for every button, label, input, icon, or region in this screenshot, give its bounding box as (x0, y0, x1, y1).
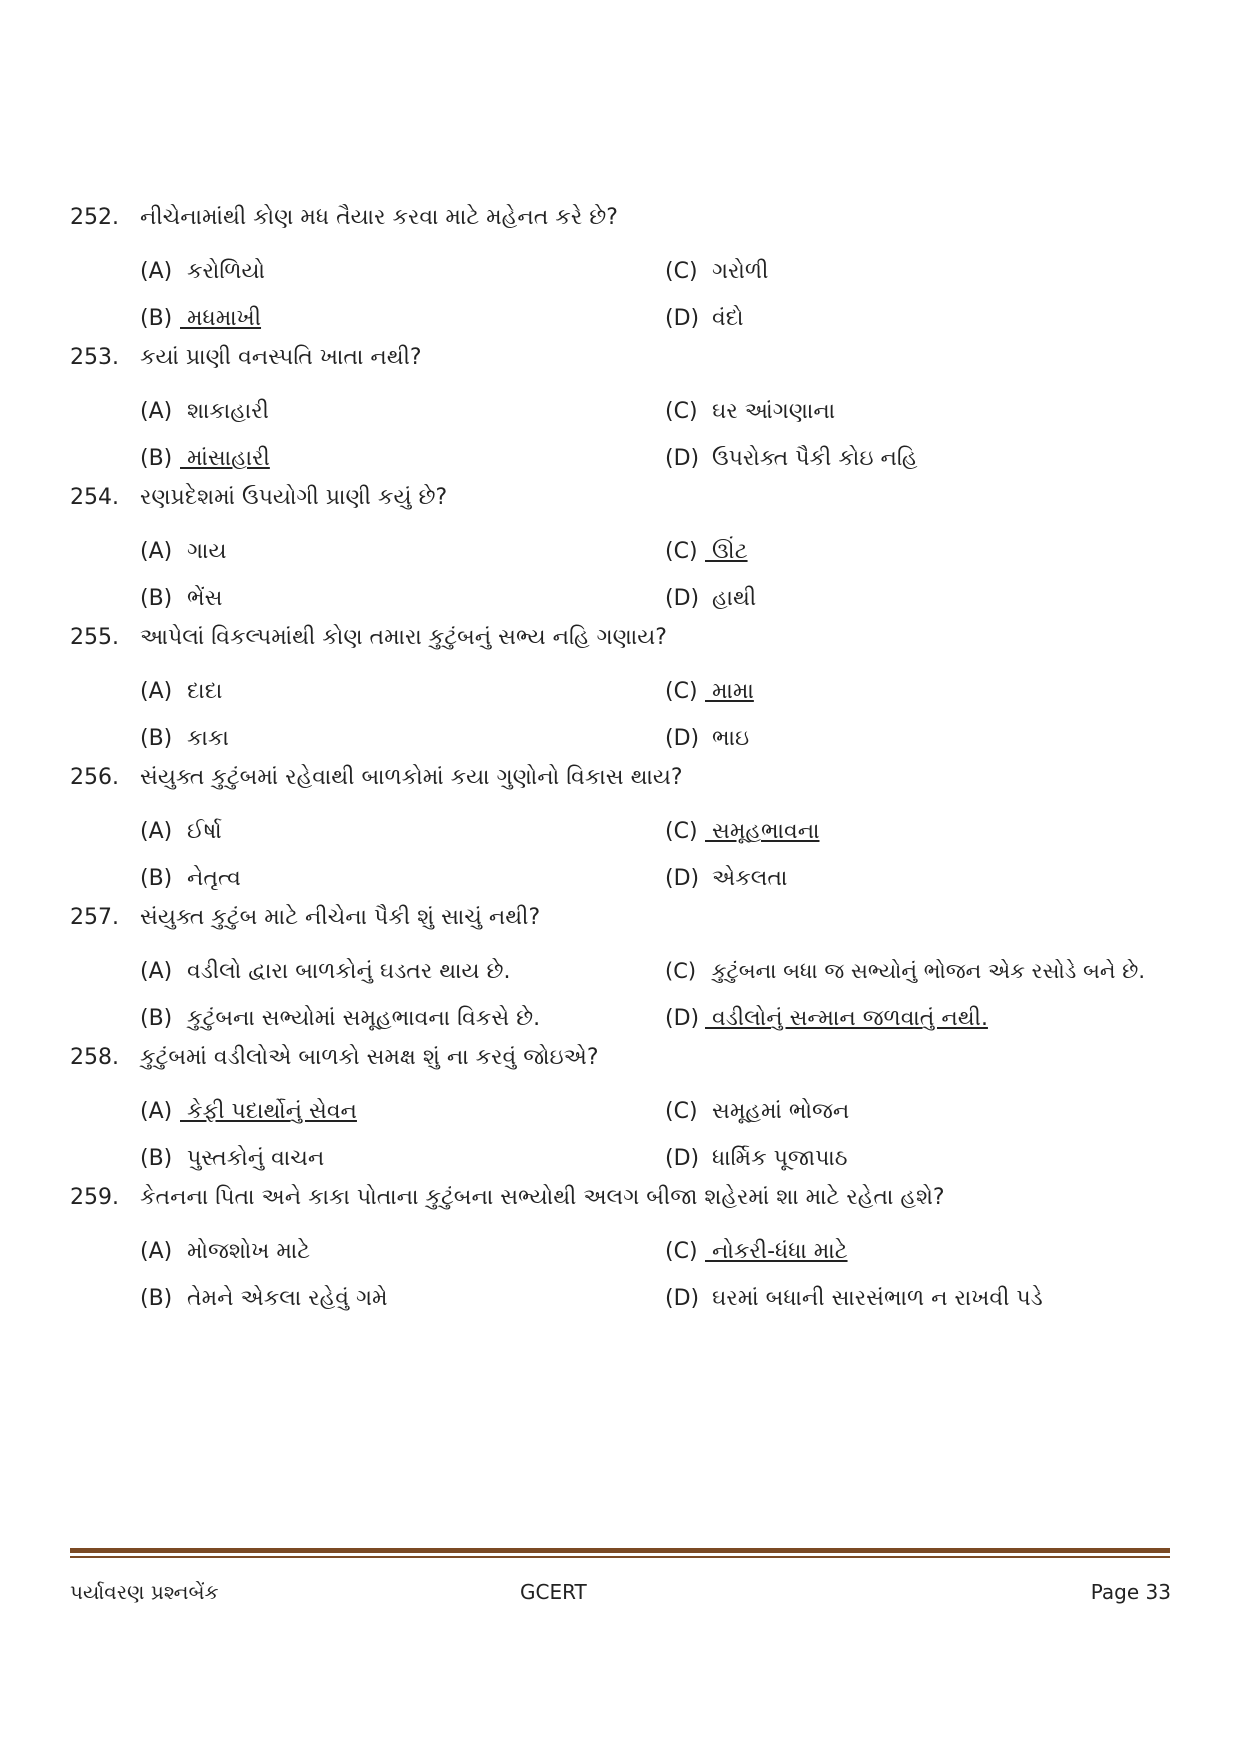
option-a: (A) ઈર્ષા (140, 819, 222, 844)
footer-rule (70, 1548, 1170, 1553)
option-c-correct: (C) સમૂહભાવના (665, 819, 820, 844)
question-text: આપેલાં વિકલ્પમાંથી કોણ તમારા કુટુંબનું સભ્ય નહિ ગણાય? (140, 625, 667, 650)
option-b: (B) ભેંસ (140, 586, 223, 611)
option-a: (A) શાકાહારી (140, 399, 269, 424)
option-d: (D) ભાઇ (665, 726, 750, 751)
question-number: 257. (70, 905, 119, 930)
question-text: કયાં પ્રાણી વનસ્પતિ ખાતા નથી? (140, 345, 422, 370)
option-d-correct: (D) વડીલોનું સન્માન જળવાતું નથી. (665, 1006, 988, 1031)
option-c: (C) સમૂહમાં ભોજન (665, 1099, 850, 1124)
option-d: (D) ધાર્મિક પૂજાપાઠ (665, 1146, 848, 1171)
option-a: (A) દાદા (140, 679, 223, 704)
option-d: (D) હાથી (665, 586, 757, 611)
option-c: (C) ગરોળી (665, 259, 769, 284)
footer-publisher: GCERT (520, 1580, 587, 1604)
question-number: 253. (70, 345, 119, 370)
option-b-correct: (B) માંસાહારી (140, 446, 270, 471)
question-text: સંયુક્ત કુટુંબમાં રહેવાથી બાળકોમાં કયા ગુણોનો વિકાસ થાય? (140, 765, 683, 790)
question-text: રણપ્રદેશમાં ઉપયોગી પ્રાણી કયું છે? (140, 485, 448, 510)
footer-book-title: પર્યાવરણ પ્રશ્નબેંક (70, 1580, 219, 1604)
option-d: (D) એકલતા (665, 866, 788, 891)
option-d: (D) વંદો (665, 306, 744, 331)
option-b: (B) નેતૃત્વ (140, 866, 241, 891)
question-number: 256. (70, 765, 119, 790)
option-d: (D) ઘરમાં બધાની સારસંભાળ ન રાખવી પડે (665, 1286, 1043, 1311)
option-b: (B) પુસ્તકોનું વાચન (140, 1146, 325, 1171)
option-c: (C) કુટુંબના બધા જ સભ્યોનું ભોજન એક રસોડે બને છે. (665, 959, 1146, 983)
question-text: નીચેનામાંથી કોણ મધ તૈયાર કરવા માટે મહેનત કરે છે? (140, 205, 618, 230)
option-c: (C) ઘર આંગણાના (665, 399, 836, 424)
option-a: (A) વડીલો દ્વારા બાળકોનું ઘડતર થાય છે. (140, 959, 511, 984)
question-text: કુટુંબમાં વડીલોએ બાળકો સમક્ષ શું ના કરવું જોઇએ? (140, 1045, 599, 1070)
question-text: કેતનના પિતા અને કાકા પોતાના કુટુંબના સભ્યોથી અલગ બીજા શહેરમાં શા માટે રહેતા હશે? (140, 1185, 945, 1210)
option-a: (A) ગાય (140, 539, 227, 564)
question-text: સંયુક્ત કુટુંબ માટે નીચેના પૈકી શું સાચું નથી? (140, 905, 541, 930)
option-d: (D) ઉપરોક્ત પૈકી કોઇ નહિ (665, 446, 918, 471)
option-a: (A) કરોળિયો (140, 259, 266, 284)
option-c-correct: (C) મામા (665, 679, 754, 704)
question-number: 258. (70, 1045, 119, 1070)
option-c-correct: (C) ઊંટ (665, 539, 748, 564)
option-b: (B) તેમને એકલા રહેવું ગમે (140, 1286, 388, 1311)
option-a-correct: (A) કેફી પદાર્થોનું સેવન (140, 1099, 357, 1124)
footer-page-number: Page 33 (1090, 1580, 1171, 1604)
footer-rule-thin (70, 1556, 1170, 1558)
question-number: 254. (70, 485, 119, 510)
option-b: (B) કુટુંબના સભ્યોમાં સમૂહભાવના વિકસે છે. (140, 1006, 541, 1031)
question-number: 252. (70, 205, 119, 230)
question-number: 259. (70, 1185, 119, 1210)
option-c-correct: (C) નોકરી-ધંધા માટે (665, 1239, 848, 1264)
option-b-correct: (B) મધમાખી (140, 306, 262, 331)
option-b: (B) કાકા (140, 726, 229, 751)
option-a: (A) મોજશોખ માટે (140, 1239, 311, 1264)
question-number: 255. (70, 625, 119, 650)
